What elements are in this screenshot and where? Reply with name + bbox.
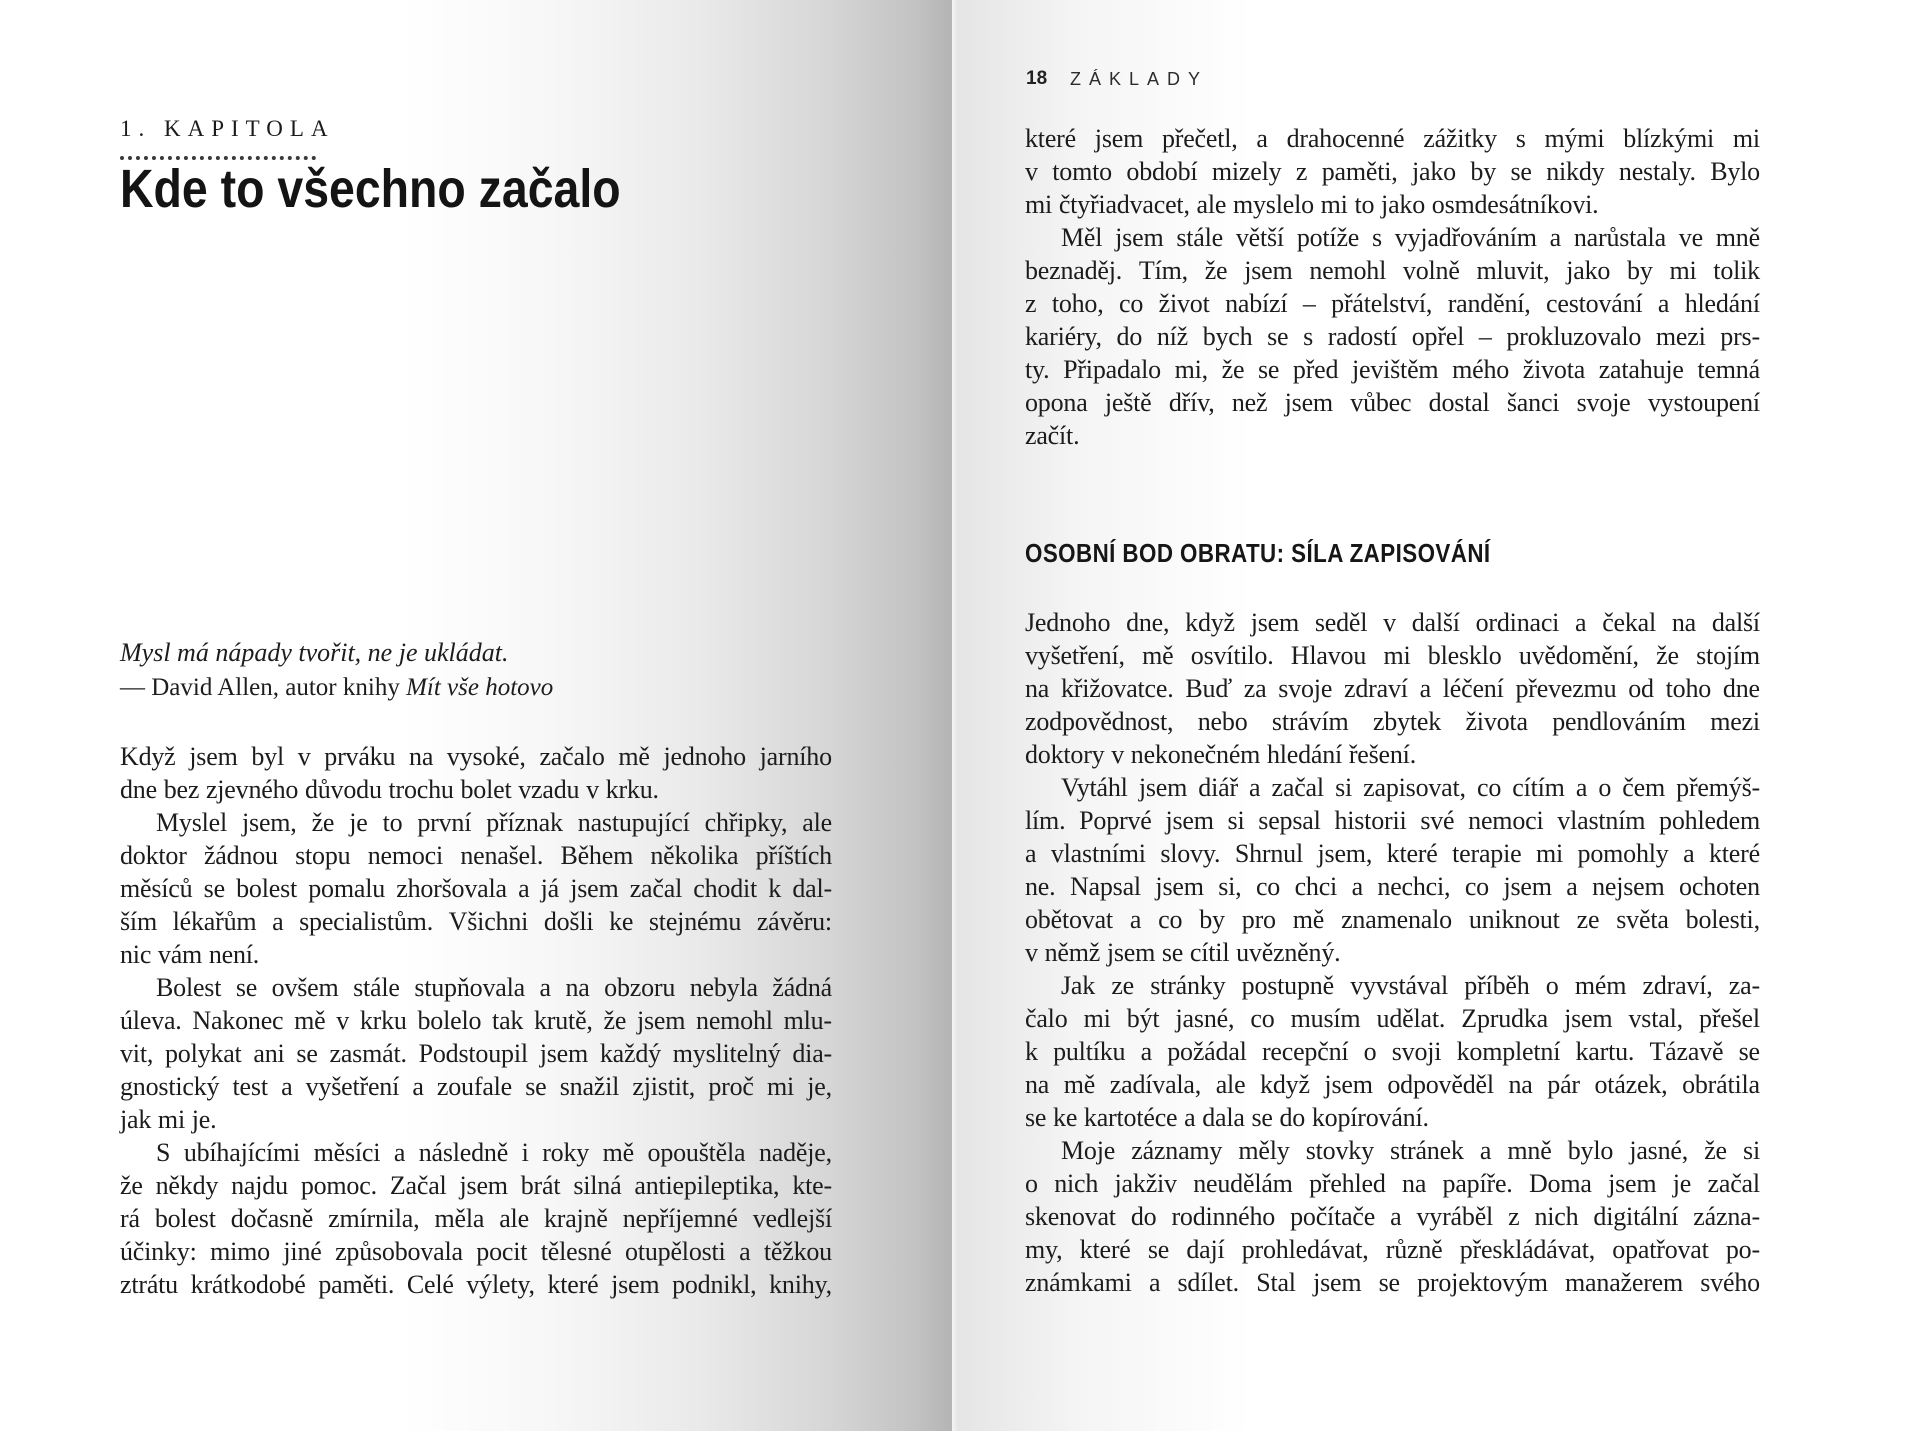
page-number: 18 xyxy=(1026,68,1048,89)
body-line: známkami a sdílet. Stal jsem se projektovým manažerem svého xyxy=(1025,1267,1760,1297)
left-page-body-text xyxy=(120,740,832,1301)
body-line: mi čtyřiadvacet, ale myslelo mi to jako osmdesátníkovi. xyxy=(1025,189,1599,219)
body-line: vyšetření, mě osvítilo. Hlavou mi blesklo uvědomění, že stojím xyxy=(1025,640,1760,670)
body-line: v němž jsem se cítil uvězněný. xyxy=(1025,937,1341,967)
epigraph-attribution xyxy=(120,674,553,702)
body-line: úleva. Nakonec mě v krku bolelo tak krutě, že jsem nemohl mlu- xyxy=(120,1005,832,1035)
running-head-title: ZÁKLADY xyxy=(1070,69,1209,89)
body-line: jak mi je. xyxy=(120,1104,217,1134)
body-line: se ke kartotéce a dala se do kopírování. xyxy=(1025,1102,1429,1132)
body-line: měsíců se bolest pomalu zhoršovala a já jsem začal chodit k dal- xyxy=(120,873,832,903)
body-line: opona ještě dřív, než jsem vůbec dostal šanci svoje vystoupení xyxy=(1025,387,1760,417)
body-line: čalo mi být jasné, co musím udělat. Zprudka jsem vstal, přešel xyxy=(1025,1003,1760,1033)
body-line: lím. Poprvé jsem si sepsal historii své nemoci vlastním pohledem xyxy=(1025,805,1760,835)
body-line: doktory v nekonečném hledání řešení. xyxy=(1025,739,1417,769)
body-line: které jsem přečetl, a drahocenné zážitky s mými blízkými mi xyxy=(1025,123,1760,153)
body-line: doktor žádnou stopu nemoci nenašel. Během několika příštích xyxy=(120,840,832,870)
body-line: účinky: mimo jiné způsobovala pocit tělesné otupělosti a těžkou xyxy=(120,1236,832,1266)
epigraph-attribution-text: — David Allen, autor knihy xyxy=(120,674,407,701)
body-line: že někdy najdu pomoc. Začal jsem brát silná antiepileptika, kte- xyxy=(120,1170,832,1200)
right-page-body-text-bottom xyxy=(1025,606,1760,1299)
body-line: Moje záznamy měly stovky stránek a mně bylo jasné, že si xyxy=(1061,1135,1760,1165)
epigraph-book-title: Mít vše hotovo xyxy=(406,674,554,701)
body-line: skenovat do rodinného počítače a vyráběl z nich digitální zázna- xyxy=(1025,1201,1760,1231)
body-line: začít. xyxy=(1025,420,1080,450)
body-line: Jednoho dne, když jsem seděl v další ordinaci a čekal na další xyxy=(1025,607,1760,637)
body-line: o nich jakživ neudělám přehled na papíře. Doma jsem je začal xyxy=(1025,1168,1760,1198)
epigraph-quote: Mysl má nápady tvořit, ne je ukládat. xyxy=(120,638,509,667)
body-line: beznaděj. Tím, že jsem nemohl volně mluvit, jako by mi tolik xyxy=(1025,255,1760,285)
body-line: ty. Připadalo mi, že se před jevištěm mého života zatahuje temná xyxy=(1025,354,1760,384)
body-line: z toho, co život nabízí – přátelství, randění, cestování a hledání xyxy=(1025,288,1760,318)
body-line: Myslel jsem, že je to první příznak nastupující chřipky, ale xyxy=(156,807,832,837)
body-line: dne bez zjevného důvodu trochu bolet vzadu v krku. xyxy=(120,774,659,804)
body-line: S ubíhajícími měsíci a následně i roky mě opouštěla naděje, xyxy=(156,1137,832,1167)
body-line: Když jsem byl v prváku na vysoké, začalo mě jednoho jarního xyxy=(120,741,832,771)
body-line: gnostický test a vyšetření a zoufale se snažil zjistit, proč mi je, xyxy=(120,1071,832,1101)
chapter-title: Kde to všechno začalo xyxy=(120,159,621,219)
section-heading: OSOBNÍ BOD OBRATU: SÍLA ZAPISOVÁNÍ xyxy=(1025,538,1491,568)
body-line: ším lékařům a specialistům. Všichni došli ke stejnému závěru: xyxy=(120,906,832,936)
body-line: na mě zadívala, ale když jsem odpověděl na pár otázek, obrátila xyxy=(1025,1069,1760,1099)
body-line: rá bolest dočasně zmírnila, měla ale krajně nepříjemné vedlejší xyxy=(120,1203,832,1233)
body-line: v tomto období mizely z paměti, jako by se nikdy nestaly. Bylo xyxy=(1025,156,1760,186)
body-line: vit, polykat ani se zasmát. Podstoupil jsem každý myslitelný dia- xyxy=(120,1038,832,1068)
book-page-left xyxy=(0,0,952,1431)
body-line: k pultíku a požádal recepční o svoji kompletní kartu. Tázavě se xyxy=(1025,1036,1760,1066)
body-line: zodpovědnost, nebo strávím zbytek života pendlováním mezi xyxy=(1025,706,1760,736)
body-line: nic vám není. xyxy=(120,939,260,969)
body-line: Vytáhl jsem diář a začal si zapisovat, co cítím a o čem přemýš- xyxy=(1061,772,1760,802)
book-page-right xyxy=(952,0,1905,1431)
right-page-body-text-top xyxy=(1025,122,1760,452)
body-line: obětovat a co by pro mě znamenalo uniknout ze světa bolesti, xyxy=(1025,904,1760,934)
body-line: my, které se dají prohledávat, různě přeskládávat, opatřovat po- xyxy=(1025,1234,1760,1264)
body-line: na křižovatce. Buď za svoje zdraví a léčení převezmu od toho dne xyxy=(1025,673,1760,703)
body-line: ne. Napsal jsem si, co chci a nechci, co jsem a nejsem ochoten xyxy=(1025,871,1760,901)
body-line: ztrátu krátkodobé paměti. Celé výlety, které jsem podnikl, knihy, xyxy=(120,1269,832,1299)
chapter-label: 1. KAPITOLA xyxy=(120,116,335,141)
body-line: Měl jsem stále větší potíže s vyjadřováním a narůstala ve mně xyxy=(1061,222,1760,252)
body-line: a vlastními slovy. Shrnul jsem, které terapie mi pomohly a které xyxy=(1025,838,1760,868)
body-line: Jak ze stránky postupně vyvstával příběh o mém zdraví, za- xyxy=(1061,970,1760,1000)
body-line: Bolest se ovšem stále stupňovala a na obzoru nebyla žádná xyxy=(156,972,832,1002)
body-line: kariéry, do níž bych se s radostí opřel – prokluzovalo mezi prs- xyxy=(1025,321,1760,351)
